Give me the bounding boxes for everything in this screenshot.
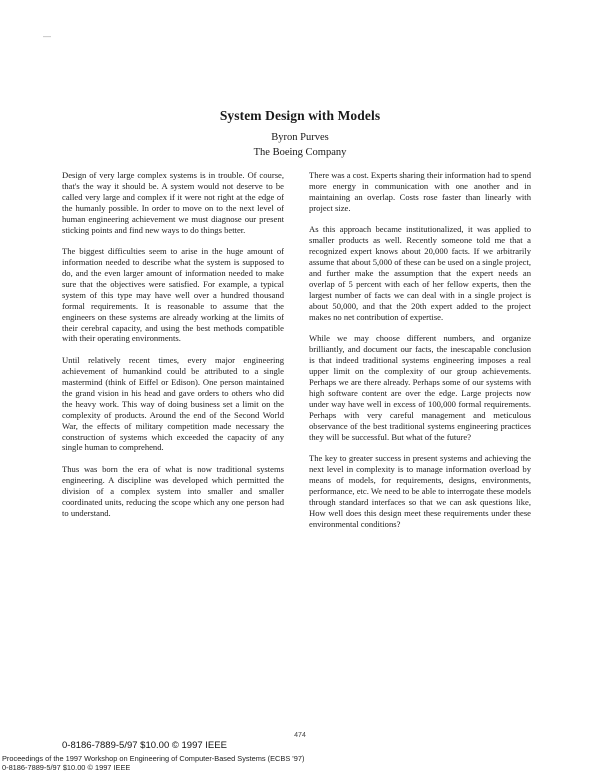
paragraph: Thus was born the era of what is now traditional systems engineering. A discipline was developed which permitted the division of a complex system into smaller and smaller coordinated units, reducing the scope which any one person had to understand. — [62, 464, 284, 518]
paragraph: As this approach became institutionalized, it was applied to smaller products as well. Recently someone told me that a recognized expert knows about 20,000 facts. If we arbitrarily assume that about 5,000 of these can be used on a single project, and further make the assumption that the expert needs an overlap of 5 percent with each of her fellow experts, then the largest number of facts we can deal with in a single project is about 50,000, and that the 20th expert added to the project makes no net contribution of expertise. — [309, 224, 531, 322]
left-column — [62, 170, 284, 529]
author-name: Byron Purves — [271, 132, 329, 143]
corner-mark: — — [43, 32, 51, 41]
footer-copyright-small: 0-8186-7889-5/97 $10.00 © 1997 IEEE — [2, 763, 131, 772]
paragraph: Until relatively recent times, every major engineering achievement of humankind could be attributed to a single mastermind (think of Eiffel or Edison). One person maintained the grand vision in his head and gave orders to others who did the heavy work. This way of doing business set a limit on the complexity of products. Around the end of the Second World War, the effects of military competition made necessary the construction of systems which exceeded the capacity of any single human to comprehend. — [62, 355, 284, 453]
footer-proceedings: Proceedings of the 1997 Workshop on Engineering of Computer-Based Systems (ECBS '97) — [2, 754, 305, 763]
paragraph: There was a cost. Experts sharing their information had to spend more energy in communication with one another and in maintaining an overlap. Costs rose faster than linearly with project size. — [309, 170, 531, 213]
paragraph: While we may choose different numbers, and organize brilliantly, and document our facts, the inescapable conclusion is that indeed traditional systems engineering imposes a real upper limit on the complexity of our group achievements. Perhaps we are there already. Perhaps some of our systems with high software content are over the edge. Large projects now under way have well in excess of 100,000 formal requirements. Perhaps with very careful management and meticulous observance of the best traditional systems engineering practices they will be successful. But what of the future? — [309, 333, 531, 442]
right-column — [309, 170, 531, 540]
page-number: 474 — [294, 732, 306, 739]
footer-copyright: 0-8186-7889-5/97 $10.00 © 1997 IEEE — [62, 740, 227, 751]
paragraph: The biggest difficulties seem to arise in the huge amount of information needed to describe what the system is supposed to do, and the even larger amount of information needed to make sure that the objectives were satisfied. For example, a typical system of this type may have well over a hundred thousand formal requirements. It is reasonable to assume that the engineers on these systems are already working at the limits of their cerebral capacity, and using the best methods compatible with their operating environments. — [62, 246, 284, 344]
paragraph: The key to greater success in present systems and achieving the next level in complexity is to manage information overload by means of models, for requirements, designs, environments, performance, etc. We need to be able to interrogate these models through standard interfaces so that we can ask questions like, How well does this design meet these requirements under these environmental conditions? — [309, 453, 532, 529]
paper-title: System Design with Models — [219, 108, 381, 123]
paragraph: Design of very large complex systems is in trouble. Of course, that's the way it should be. A system would not deserve to be called very large and complex if it were not right at the edge of the humanly possible. In order to move on to the next level of human engineering achievement we must diagnose our present sticking points and find new ways to do things better. — [62, 170, 284, 235]
author-affiliation: The Boeing Company — [253, 147, 347, 158]
